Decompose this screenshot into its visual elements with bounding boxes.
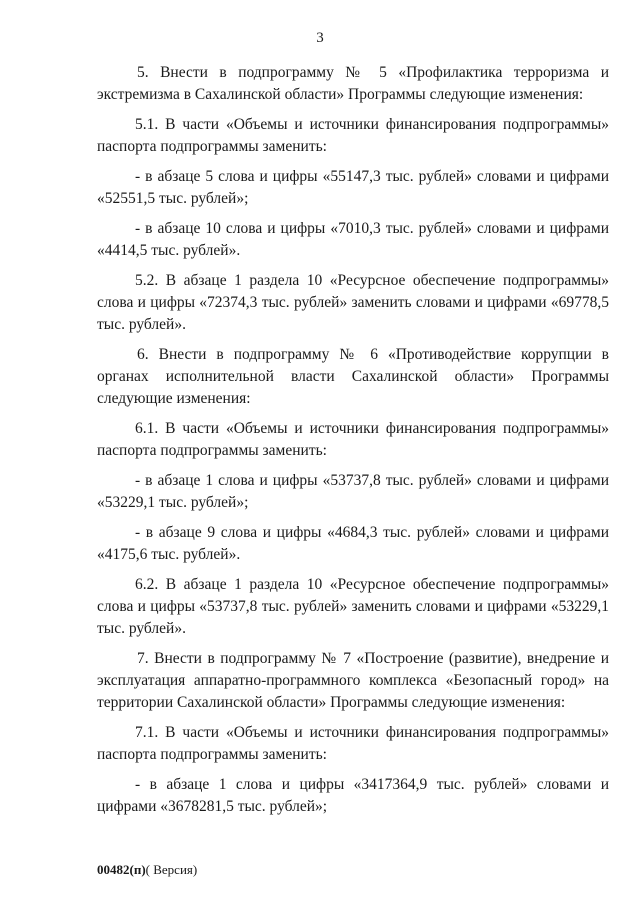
paragraph-6-2: 6.2. В абзаце 1 раздела 10 «Ресурсное обеспечение подпрограммы» слова и цифры «53737,8 тыс. рублей» заменить словами и цифрами «53229,1 тыс. рублей». — [97, 576, 609, 637]
paragraph-6-1-a: - в абзаце 1 слова и цифры «53737,8 тыс. рублей» словами и цифрами «53229,1 тыс. рублей»; — [97, 472, 609, 511]
paragraph-5-1: 5.1. В части «Объемы и источники финансирования подпрограммы» паспорта подпрограммы заменить: — [97, 116, 609, 155]
paragraph-6-1: 6.1. В части «Объемы и источники финансирования подпрограммы» паспорта подпрограммы заменить: — [97, 420, 609, 459]
document-version: ( Версия) — [145, 862, 198, 877]
paragraph-6-1-b: - в абзаце 9 слова и цифры «4684,3 тыс. рублей» словами и цифрами «4175,6 тыс. рублей». — [97, 524, 609, 563]
paragraph-5-1-b: - в абзаце 10 слова и цифры «7010,3 тыс. рублей» словами и цифрами «4414,5 тыс. рублей». — [97, 220, 609, 259]
document-code: 00482(п) — [97, 862, 146, 877]
paragraph-6: 6. Внести в подпрограмму № 6 «Противодействие коррупции в органах исполнительной власти Сахалинской области» Программы следующие изменения: — [97, 346, 609, 407]
paragraph-7: 7. Внести в подпрограмму № 7 «Построение (развитие), внедрение и эксплуатация аппаратно-программного комплекса «Безопасный город» на территории Сахалинской области» Программы следующие изменения: — [97, 650, 609, 711]
document-body — [97, 62, 609, 826]
paragraph-5: 5. Внести в подпрограмму № 5 «Профилактика терроризма и экстремизма в Сахалинской области» Программы следующие изменения: — [97, 64, 609, 103]
paragraph-7-1-a: - в абзаце 1 слова и цифры «3417364,9 тыс. рублей» словами и цифрами «3678281,5 тыс. рублей»; — [97, 776, 609, 815]
document-footer — [97, 862, 197, 878]
paragraph-5-2: 5.2. В абзаце 1 раздела 10 «Ресурсное обеспечение подпрограммы» слова и цифры «72374,3 тыс. рублей» заменить словами и цифрами «69778,5 тыс. рублей». — [97, 272, 609, 333]
page-number: 3 — [316, 30, 324, 46]
paragraph-5-1-a: - в абзаце 5 слова и цифры «55147,3 тыс. рублей» словами и цифрами «52551,5 тыс. рублей»; — [97, 168, 609, 207]
paragraph-7-1: 7.1. В части «Объемы и источники финансирования подпрограммы» паспорта подпрограммы заменить: — [97, 724, 609, 763]
